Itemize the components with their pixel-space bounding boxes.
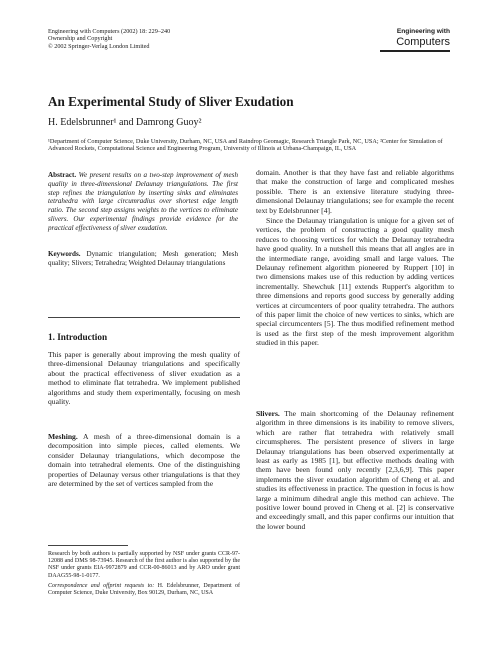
meshing-text: A mesh of a three-dimensional domain is a decomposition into simple pieces, called elements. We consider Delaunay triangulations, which decompose the domain into tetrahedral elements. One of the distinguishing properties of Delaunay versus other triangulations is that they are determined by the set of vertices sampled from the <box>48 432 240 489</box>
journal-header <box>48 28 170 50</box>
right-paragraph-2: Since the Delaunay triangulation is unique for a given set of vertices, the problem of constructing a good quality mesh reduces to choosing vertices for which the Delaunay tetrahedra have good quality. In a nutshell this means that all angles are in the intermediate range, avoiding small and large values. The Delaunay refinement algorithm pioneered by Ruppert [10] in two dimensions makes use of this reduction by adding vertices incrementally. Shewchuk [11] extends Ruppert's algorithm to three dimensions and reports good success by generally adding vertices at circumcenters of poor quality tetrahedra. The authors of this paper limit the choice of new vertices to sinks, which are special circumcenters [5]. The thus modified refinement method is used as the first step of the mesh improvement algorithm studied in this paper. <box>256 216 454 348</box>
meshing-label: Meshing. <box>48 432 78 441</box>
abstract-divider <box>48 317 240 318</box>
paper-authors: H. Edelsbrunner¹ and Damrong Guoy² <box>48 117 202 128</box>
logo-top-text: Engineering with <box>396 28 450 35</box>
abstract-label: Abstract. <box>48 171 77 179</box>
footnote-divider <box>48 545 128 546</box>
slivers-paragraph <box>256 409 454 531</box>
footnote-correspondence <box>48 583 240 597</box>
copyright-line: © 2002 Springer-Verlag London Limited <box>48 42 150 50</box>
abstract-text: We present results on a two-step improvement of mesh quality in three-dimensional Delaunay triangulations. The first step refines the triangulation by inserting sinks and eliminates tetrahedra with large circumradius over shortest edge length ratio. The second step assigns weights to the vertices to eliminate slivers. Our experimental findings provide evidence for the practical effectiveness of sliver exudation. <box>48 171 238 232</box>
slivers-text: The main shortcoming of the Delaunay refinement algorithm in three dimensions is its inability to remove slivers, which are rather flat tetrahedra with relatively small circumspheres. The persistent presence of slivers in large Delaunay triangulations has been observed experimentally at least as early as 1985 [1], but effective methods dealing with them have been found only recently [2,3,6,9]. This paper implements the sliver exudation algorithm of Cheng et al. and studies its effectiveness in practice. The question in focus is how large a minimum dihedral angle this method can achieve. The positive lower bound proved in Cheng et al. [2] is conservative and exceedingly small, and this paper confirms our intuition that the lower bound <box>256 409 454 531</box>
intro-paragraph: This paper is generally about improving the mesh quality of three-dimensional Delaunay triangulations and specifically about the practical effectiveness of sliver exudation as a method to eliminate flat tetrahedra. We implement published algorithms and study them experimentally, focusing on mesh quality. <box>48 350 240 407</box>
footnote-support: Research by both authors is partially supported by NSF under grants CCR-97-12088 and DMS 98-73945. Research of the first author is also supported by the NSF under grants EIA-9972879 and CCR-00-86013 and by ARO under grant DAAG55-98-1-0177. <box>48 551 240 579</box>
ownership-line: Ownership and Copyright <box>48 35 113 43</box>
journal-citation: Engineering with Computers (2002) 18: 229–240 <box>48 28 171 35</box>
right-paragraph-1: domain. Another is that they have fast and reliable algorithms that make the construction of large and complicated meshes possible. There is an extensive literature studying three-dimensional Delaunay triangulations; see for example the recent text by Edelsbrunner [4]. <box>256 168 454 215</box>
keywords <box>48 250 238 268</box>
correspondence-text: H. Edelsbrunner, Department of Computer Science, Duke University, Box 90129, Durham, NC, USA <box>48 582 240 597</box>
logo-bottom-text: Computers <box>396 36 450 48</box>
meshing-paragraph <box>48 432 240 488</box>
slivers-label: Slivers. <box>256 409 280 418</box>
logo-bar <box>380 50 450 52</box>
footnote <box>48 551 240 597</box>
section-heading: 1. Introduction <box>48 332 108 342</box>
keywords-label: Keywords. <box>48 250 81 258</box>
keywords-text: Dynamic triangulation; Mesh generation; Mesh quality; Slivers; Tetrahedra; Weighted Delaunay triangulations <box>48 250 238 267</box>
abstract <box>48 171 238 233</box>
paper-title: An Experimental Study of Sliver Exudation <box>48 94 294 109</box>
paper-affiliations: ¹Department of Computer Science, Duke University, Durham, NC, USA and Raindrop Geomagic, Research Triangle Park, NC, USA; ²Center for Simulation of Advanced Rockets, Computational Science and Engineering Program, University of Illinois at Urbana-Champaign, IL, USA <box>48 138 443 153</box>
journal-logo <box>380 28 450 52</box>
correspondence-label: Correspondence and offprint requests to: <box>48 582 155 589</box>
